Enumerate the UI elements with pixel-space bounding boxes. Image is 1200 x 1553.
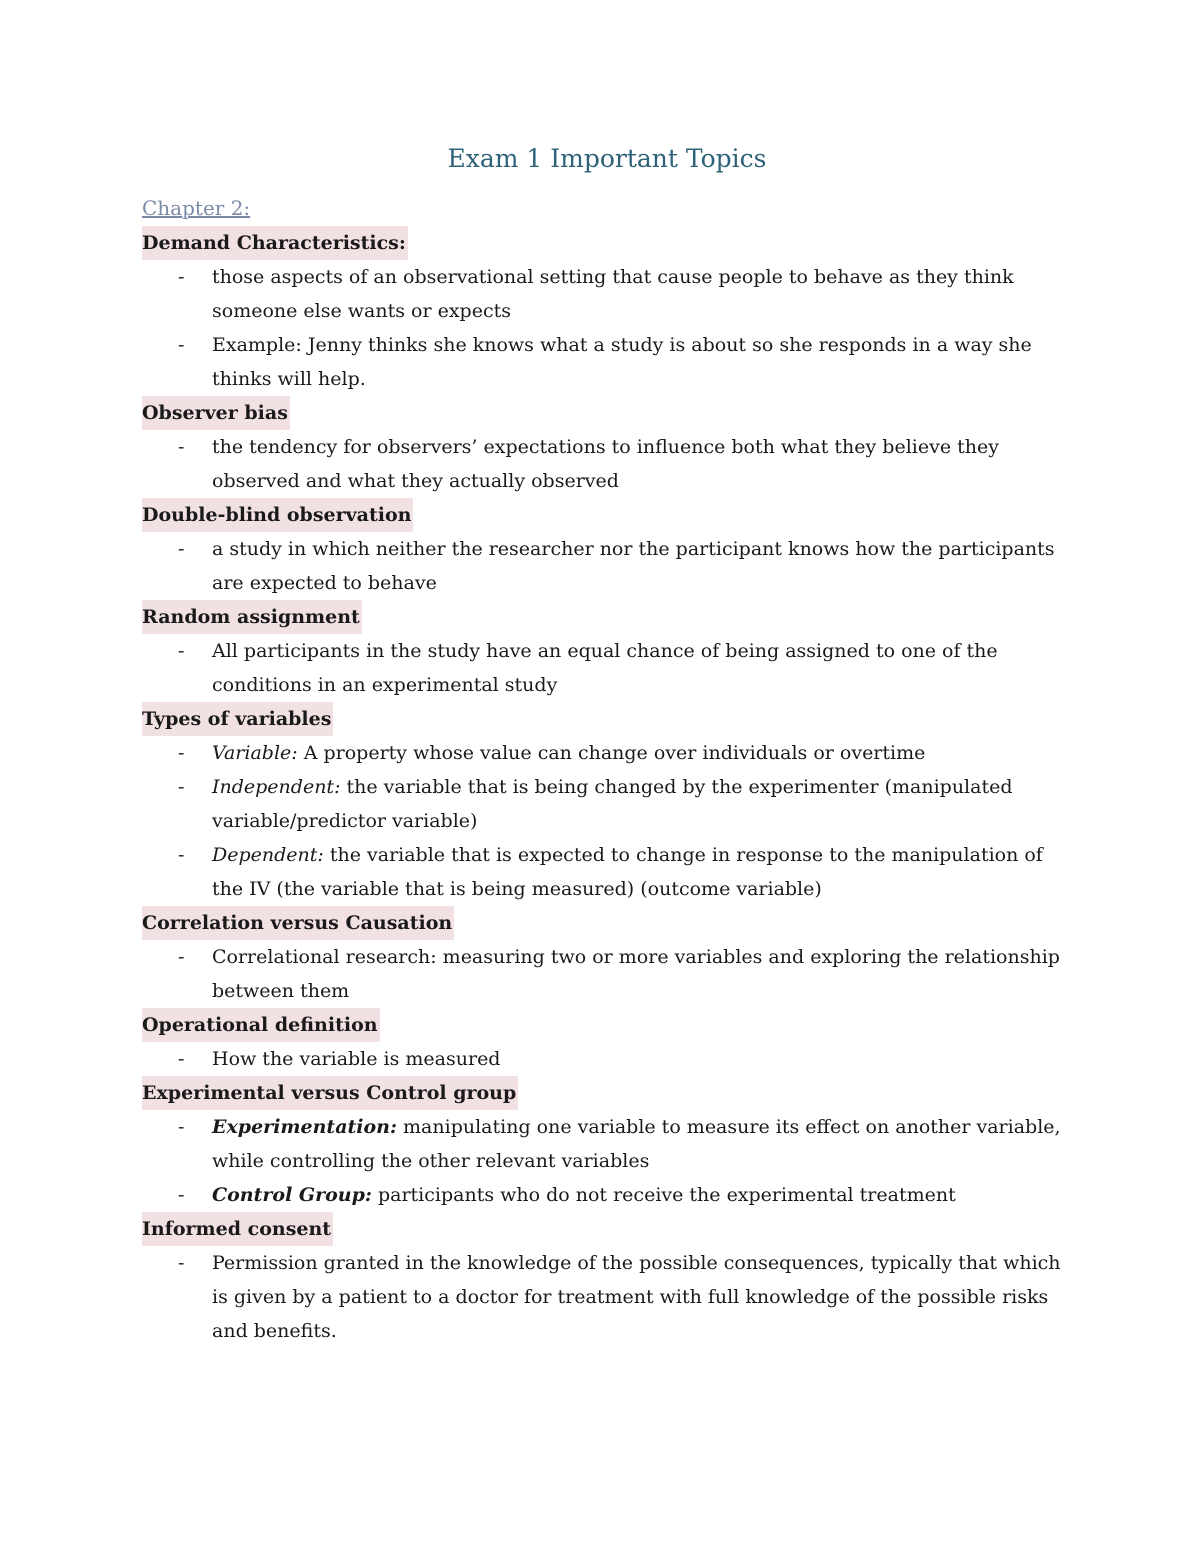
list-item — [142, 940, 1072, 1008]
topic-section — [142, 702, 1072, 906]
item-text: A property whose value can change over individuals or overtime — [297, 742, 926, 764]
dash-bullet-icon: - — [178, 538, 185, 560]
list-item — [142, 736, 1072, 770]
dash-bullet-icon: - — [178, 742, 185, 764]
item-term: Control Group: — [212, 1184, 372, 1206]
topic-section — [142, 1212, 1072, 1348]
bullet-list — [142, 1246, 1072, 1348]
topic-section — [142, 226, 1072, 396]
topic-section — [142, 1076, 1072, 1212]
topic-section — [142, 600, 1072, 702]
item-text: the variable that is being changed by the experimenter (manipulated variable/predictor variable) — [212, 776, 1013, 832]
item-term: Independent: — [212, 776, 341, 798]
chapter-heading: Chapter 2: — [142, 196, 251, 220]
topic-heading: Types of variables — [142, 702, 333, 736]
list-item — [142, 1246, 1072, 1348]
dash-bullet-icon: - — [178, 1184, 185, 1206]
item-term: Experimentation: — [212, 1116, 397, 1138]
topic-heading: Correlation versus Causation — [142, 906, 454, 940]
item-term: Variable: — [212, 742, 298, 764]
item-term: Dependent: — [212, 844, 324, 866]
list-item — [142, 260, 1072, 328]
topic-heading: Double-blind observation — [142, 498, 413, 532]
topic-heading: Informed consent — [142, 1212, 333, 1246]
dash-bullet-icon: - — [178, 946, 185, 968]
dash-bullet-icon: - — [178, 1252, 185, 1274]
dash-bullet-icon: - — [178, 776, 185, 798]
list-item — [142, 1110, 1072, 1178]
bullet-list — [142, 940, 1072, 1008]
item-text: Correlational research: measuring two or more variables and exploring the relationship between them — [212, 946, 1060, 1002]
bullet-list — [142, 736, 1072, 906]
topic-section — [142, 498, 1072, 600]
bullet-list — [142, 1042, 1072, 1076]
topic-heading: Random assignment — [142, 600, 362, 634]
dash-bullet-icon: - — [178, 640, 185, 662]
list-item — [142, 1178, 1072, 1212]
bullet-list — [142, 1110, 1072, 1212]
dash-bullet-icon: - — [178, 1048, 185, 1070]
topic-heading: Observer bias — [142, 396, 290, 430]
list-item — [142, 838, 1072, 906]
item-text: the tendency for observers’ expectations to influence both what they believe they observed and what they actually observed — [212, 436, 999, 492]
sections-container — [142, 226, 1072, 1348]
dash-bullet-icon: - — [178, 436, 185, 458]
list-item — [142, 328, 1072, 396]
bullet-list — [142, 532, 1072, 600]
bullet-list — [142, 634, 1072, 702]
dash-bullet-icon: - — [178, 844, 185, 866]
dash-bullet-icon: - — [178, 266, 185, 288]
item-text: Example: Jenny thinks she knows what a study is about so she responds in a way she thinks will help. — [212, 334, 1032, 390]
topic-heading: Demand Characteristics: — [142, 226, 408, 260]
list-item — [142, 1042, 1072, 1076]
item-text: All participants in the study have an equal chance of being assigned to one of the conditions in an experimental study — [212, 640, 998, 696]
topic-section — [142, 396, 1072, 498]
item-text: participants who do not receive the experimental treatment — [371, 1184, 956, 1206]
list-item — [142, 634, 1072, 702]
topic-section — [142, 906, 1072, 1008]
item-text: How the variable is measured — [212, 1048, 501, 1070]
topic-heading: Experimental versus Control group — [142, 1076, 518, 1110]
list-item — [142, 770, 1072, 838]
item-text: Permission granted in the knowledge of the possible consequences, typically that which is given by a patient to a doctor for treatment with full knowledge of the possible risks and benefits. — [212, 1252, 1061, 1342]
bullet-list — [142, 260, 1072, 396]
topic-heading: Operational definition — [142, 1008, 380, 1042]
item-text: those aspects of an observational setting that cause people to behave as they think someone else wants or expects — [212, 266, 1014, 322]
bullet-list — [142, 430, 1072, 498]
list-item — [142, 430, 1072, 498]
topic-section — [142, 1008, 1072, 1076]
list-item — [142, 532, 1072, 600]
dash-bullet-icon: - — [178, 1116, 185, 1138]
document-title: Exam 1 Important Topics — [447, 144, 767, 173]
item-text: manipulating one variable to measure its effect on another variable, while controlling the other relevant variables — [212, 1116, 1061, 1172]
item-text: the variable that is expected to change in response to the manipulation of the IV (the variable that is being measured) (outcome variable) — [212, 844, 1043, 900]
dash-bullet-icon: - — [178, 334, 185, 356]
item-text: a study in which neither the researcher nor the participant knows how the participants are expected to behave — [212, 538, 1055, 594]
document-page — [142, 140, 1072, 1348]
